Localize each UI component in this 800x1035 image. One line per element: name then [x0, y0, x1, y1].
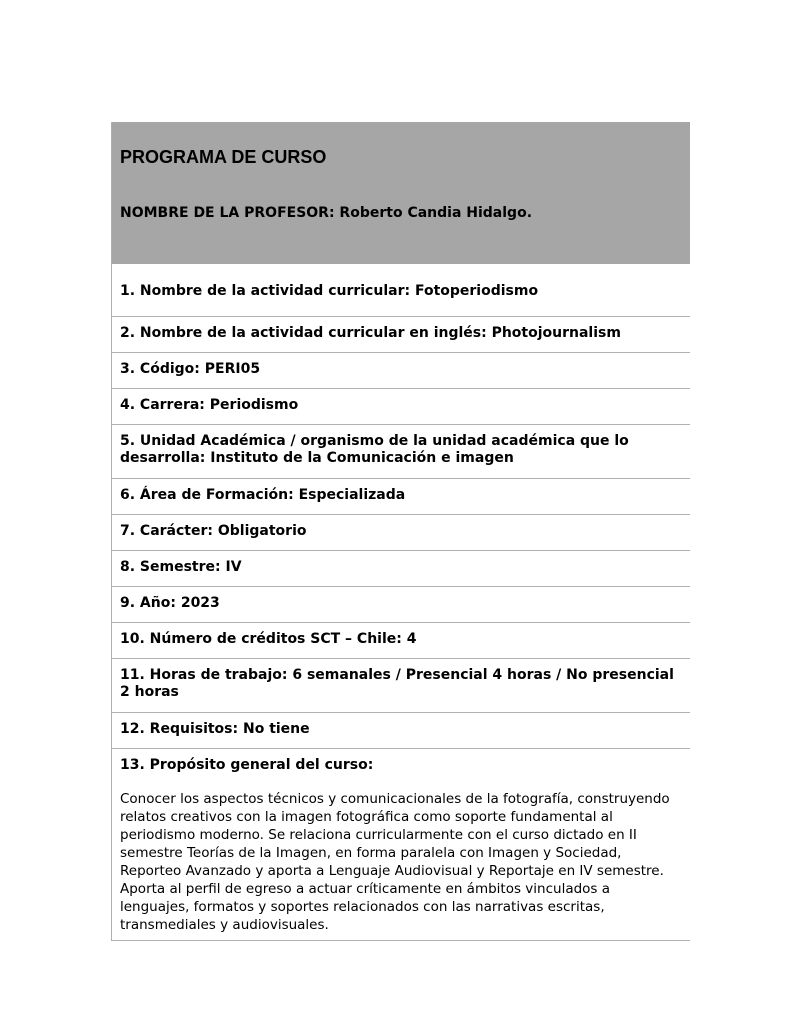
row-text: 7. Carácter: Obligatorio — [120, 523, 307, 539]
document-title: PROGRAMA DE CURSO — [120, 147, 327, 167]
row-text: 8. Semestre: IV — [120, 559, 242, 575]
row-text: 3. Código: PERI05 — [120, 361, 261, 377]
purpose-title: 13. Propósito general del curso: — [120, 757, 374, 773]
row-text: 12. Requisitos: No tiene — [120, 721, 310, 737]
professor-name: NOMBRE DE LA PROFESOR: Roberto Candia Hidalgo. — [120, 205, 533, 221]
row-year — [112, 587, 690, 623]
row-work-hours — [112, 659, 690, 713]
row-text: 10. Número de créditos SCT – Chile: 4 — [120, 631, 417, 647]
row-code — [112, 353, 690, 389]
purpose-body: Conocer los aspectos técnicos y comunicacionales de la fotografía, construyendo relatos creativos con la imagen fotográfica como soporte fundamental al periodismo moderno. Se relaciona curricularmente con el curso dictado en II semestre Teorías de la Imagen, en forma paralela con Imagen y Sociedad, Reporteo Avanzado y aporta a Lenguaje Audiovisual y Reportaje en IV semestre. Aporta al perfil de egreso a actuar críticamente en ámbitos vinculados a lenguajes, formatos y soportes relacionados con las narrativas escritas, transmediales y audiovisuales. — [120, 791, 670, 933]
row-text: 5. Unidad Académica / organismo de la unidad académica que lo desarrolla: Instituto de la Comunicación e imagen — [120, 433, 629, 466]
row-text: 4. Carrera: Periodismo — [120, 397, 299, 413]
row-career — [112, 389, 690, 425]
row-academic-unit — [112, 425, 690, 479]
course-program-table — [111, 122, 690, 941]
row-semester — [112, 551, 690, 587]
row-activity-name-english — [112, 317, 690, 353]
row-text: 2. Nombre de la actividad curricular en inglés: Photojournalism — [120, 325, 621, 341]
row-training-area — [112, 479, 690, 515]
row-requirements — [112, 713, 690, 749]
row-text: 11. Horas de trabajo: 6 semanales / Presencial 4 horas / No presencial 2 horas — [120, 667, 674, 700]
row-purpose — [112, 749, 690, 941]
header-cell — [112, 122, 690, 264]
row-text: 6. Área de Formación: Especializada — [120, 487, 406, 503]
row-text: 1. Nombre de la actividad curricular: Fotoperiodismo — [120, 283, 539, 299]
row-character — [112, 515, 690, 551]
row-activity-name — [112, 264, 690, 317]
row-text: 9. Año: 2023 — [120, 595, 220, 611]
row-credits — [112, 623, 690, 659]
